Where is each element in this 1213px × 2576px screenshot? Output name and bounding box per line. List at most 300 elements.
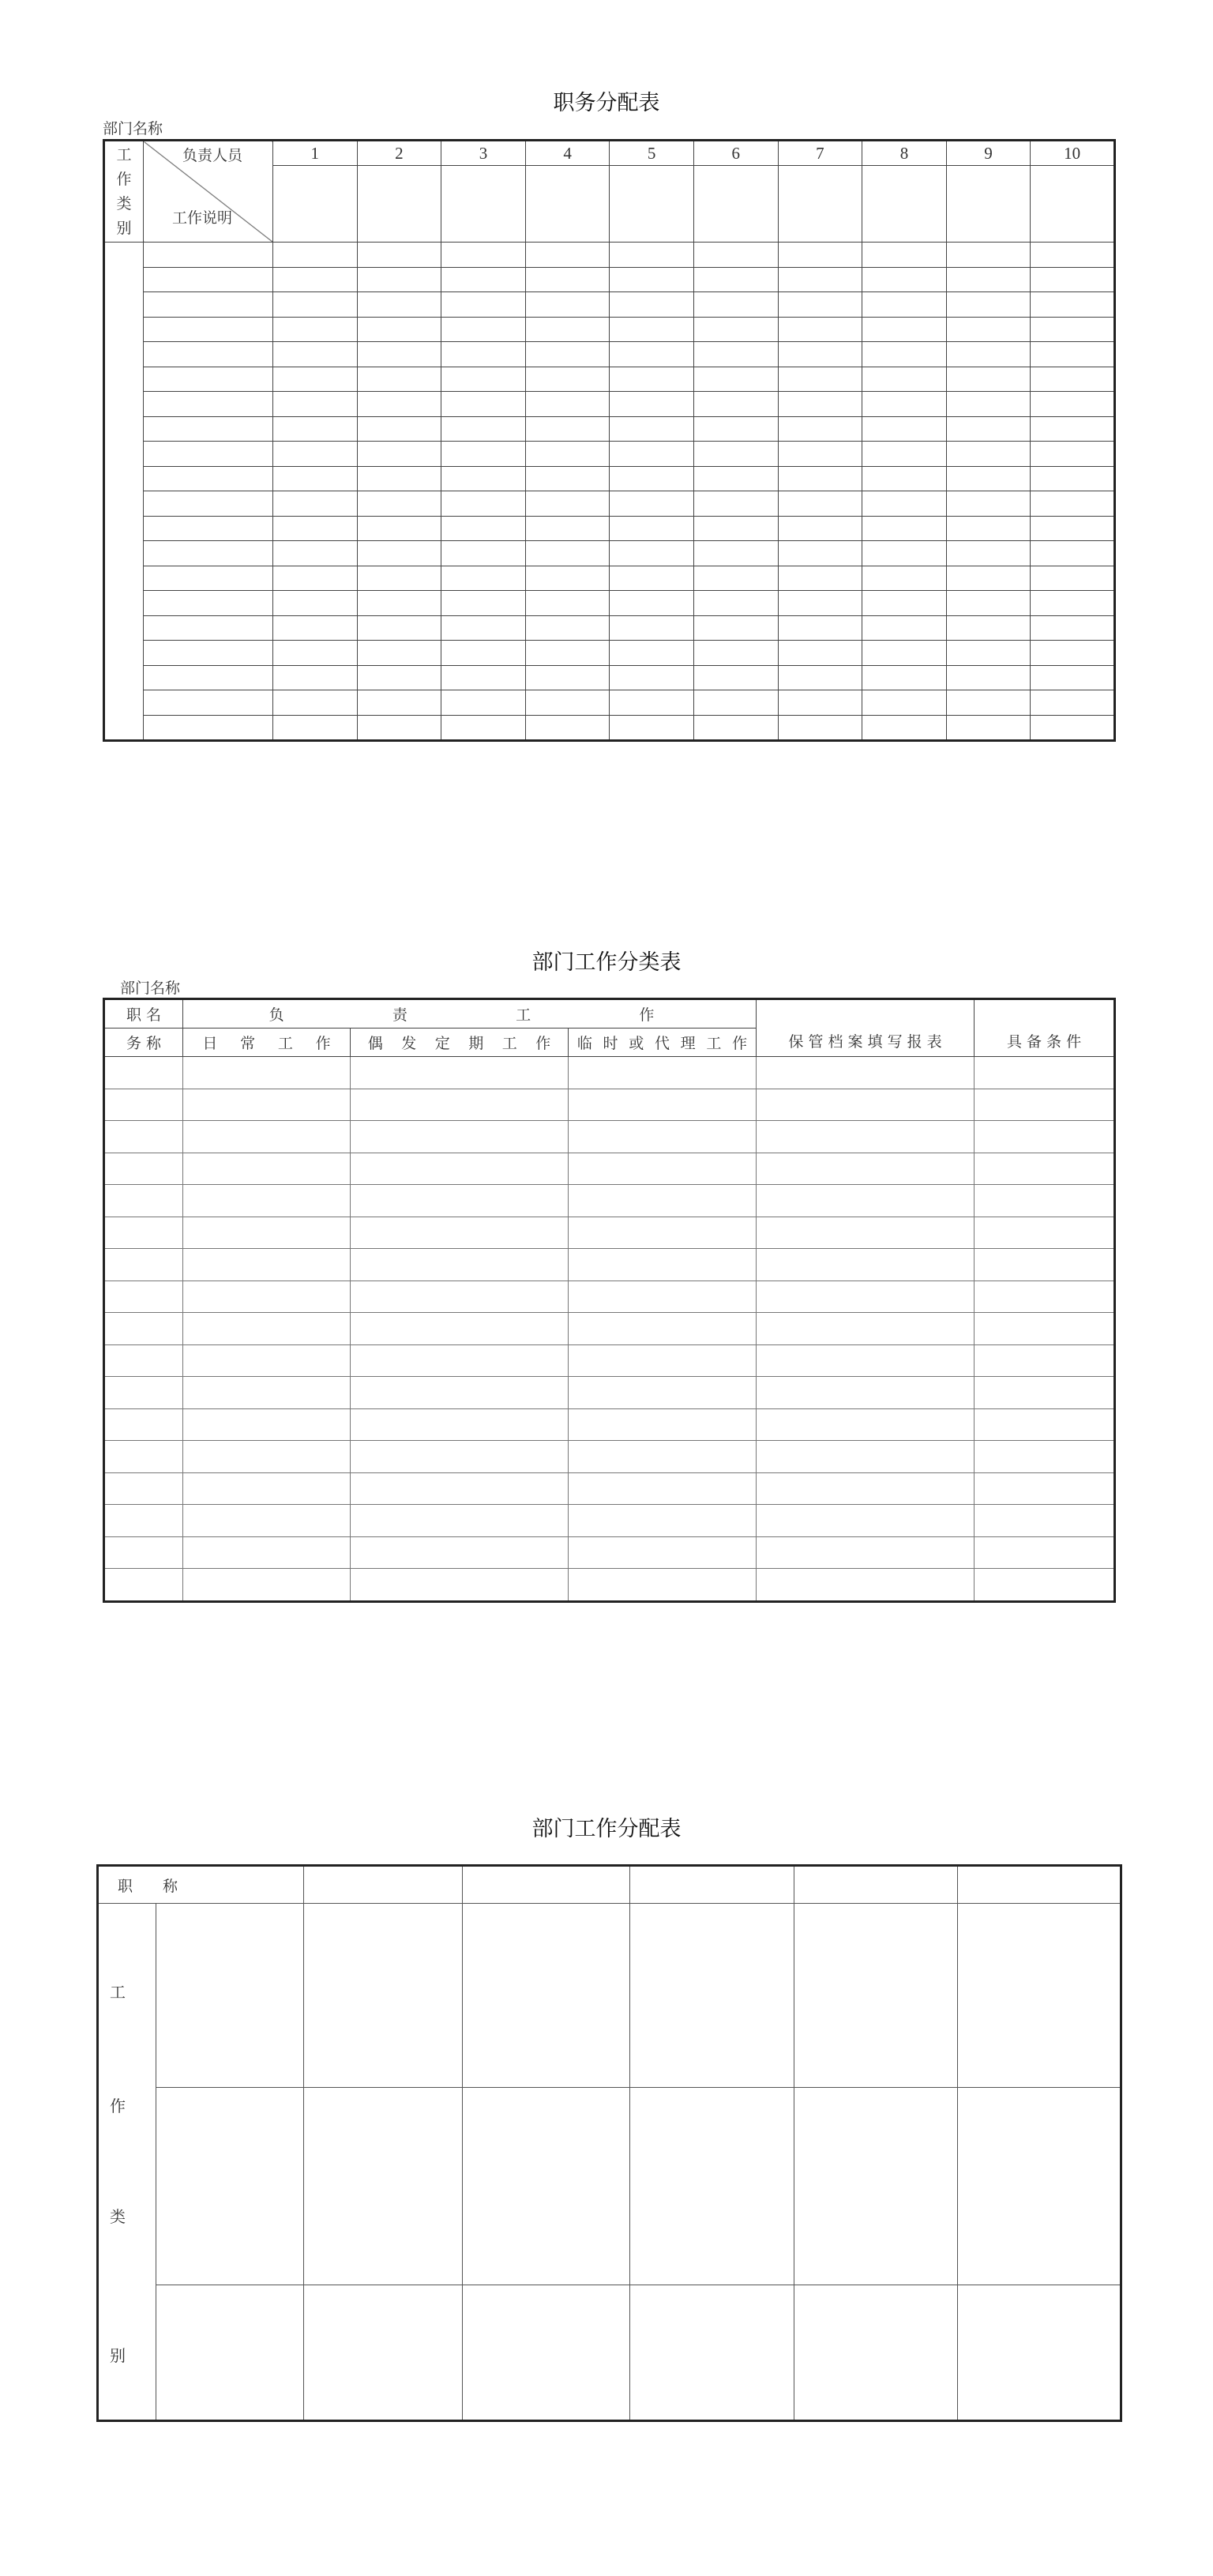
assignment-cell[interactable] xyxy=(1031,591,1115,616)
assignment-cell[interactable] xyxy=(357,715,441,741)
assignment-cell[interactable] xyxy=(441,591,526,616)
assignment-cell[interactable] xyxy=(273,715,358,741)
position-title-cell[interactable] xyxy=(794,1866,958,1904)
assignment-cell[interactable] xyxy=(441,615,526,641)
classification-cell[interactable] xyxy=(975,1408,1115,1441)
classification-cell[interactable] xyxy=(351,1344,569,1377)
assignment-cell[interactable] xyxy=(862,591,947,616)
position-title-cell[interactable] xyxy=(304,1866,463,1904)
assignment-cell[interactable] xyxy=(441,665,526,690)
assignment-cell[interactable] xyxy=(862,491,947,517)
classification-cell[interactable] xyxy=(104,1280,183,1313)
assignment-cell[interactable] xyxy=(463,2285,630,2421)
classification-cell[interactable] xyxy=(757,1249,975,1281)
assignment-cell[interactable] xyxy=(525,566,610,591)
assignment-cell[interactable] xyxy=(778,267,862,292)
assignment-cell[interactable] xyxy=(610,641,694,666)
classification-cell[interactable] xyxy=(183,1249,351,1281)
classification-cell[interactable] xyxy=(757,1408,975,1441)
assignment-cell[interactable] xyxy=(525,591,610,616)
work-description-cell[interactable] xyxy=(144,690,273,716)
work-description-cell[interactable] xyxy=(144,466,273,491)
assignment-cell[interactable] xyxy=(304,2285,463,2421)
classification-cell[interactable] xyxy=(975,1280,1115,1313)
assignment-cell[interactable] xyxy=(1031,541,1115,566)
classification-cell[interactable] xyxy=(104,1217,183,1249)
assignment-cell[interactable] xyxy=(693,690,778,716)
assignment-cell[interactable] xyxy=(610,342,694,367)
assignment-cell[interactable] xyxy=(946,342,1031,367)
work-category-column[interactable] xyxy=(104,243,144,741)
assignment-cell[interactable] xyxy=(778,416,862,442)
assignment-cell[interactable] xyxy=(610,591,694,616)
classification-cell[interactable] xyxy=(104,1249,183,1281)
person-name-cell[interactable] xyxy=(1031,166,1115,243)
assignment-cell[interactable] xyxy=(525,243,610,268)
assignment-cell[interactable] xyxy=(862,267,947,292)
classification-cell[interactable] xyxy=(975,1344,1115,1377)
assignment-cell[interactable] xyxy=(610,317,694,342)
assignment-cell[interactable] xyxy=(1031,416,1115,442)
assignment-cell[interactable] xyxy=(693,416,778,442)
assignment-cell[interactable] xyxy=(273,665,358,690)
classification-cell[interactable] xyxy=(975,1472,1115,1505)
assignment-cell[interactable] xyxy=(525,466,610,491)
assignment-cell[interactable] xyxy=(862,243,947,268)
assignment-cell[interactable] xyxy=(794,2285,958,2421)
assignment-cell[interactable] xyxy=(525,292,610,318)
classification-cell[interactable] xyxy=(757,1472,975,1505)
assignment-cell[interactable] xyxy=(357,591,441,616)
assignment-cell[interactable] xyxy=(1031,491,1115,517)
assignment-cell[interactable] xyxy=(778,491,862,517)
assignment-cell[interactable] xyxy=(357,641,441,666)
classification-cell[interactable] xyxy=(975,1121,1115,1153)
classification-cell[interactable] xyxy=(183,1217,351,1249)
work-description-cell[interactable] xyxy=(144,292,273,318)
assignment-cell[interactable] xyxy=(525,541,610,566)
classification-cell[interactable] xyxy=(351,1089,569,1121)
assignment-cell[interactable] xyxy=(610,541,694,566)
assignment-cell[interactable] xyxy=(441,690,526,716)
assignment-cell[interactable] xyxy=(610,416,694,442)
assignment-cell[interactable] xyxy=(610,392,694,417)
classification-cell[interactable] xyxy=(104,1408,183,1441)
assignment-cell[interactable] xyxy=(357,342,441,367)
assignment-cell[interactable] xyxy=(273,541,358,566)
classification-cell[interactable] xyxy=(757,1344,975,1377)
assignment-cell[interactable] xyxy=(357,466,441,491)
assignment-cell[interactable] xyxy=(357,243,441,268)
assignment-cell[interactable] xyxy=(693,665,778,690)
assignment-cell[interactable] xyxy=(610,367,694,392)
work-category-cell[interactable] xyxy=(156,2088,304,2285)
classification-cell[interactable] xyxy=(183,1569,351,1602)
classification-cell[interactable] xyxy=(351,1441,569,1473)
classification-cell[interactable] xyxy=(975,1089,1115,1121)
assignment-cell[interactable] xyxy=(778,541,862,566)
classification-cell[interactable] xyxy=(975,1217,1115,1249)
assignment-cell[interactable] xyxy=(441,416,526,442)
assignment-cell[interactable] xyxy=(273,641,358,666)
assignment-cell[interactable] xyxy=(273,367,358,392)
assignment-cell[interactable] xyxy=(441,267,526,292)
classification-cell[interactable] xyxy=(975,1057,1115,1089)
classification-cell[interactable] xyxy=(975,1441,1115,1473)
classification-cell[interactable] xyxy=(569,1089,757,1121)
assignment-cell[interactable] xyxy=(357,566,441,591)
assignment-cell[interactable] xyxy=(778,665,862,690)
classification-cell[interactable] xyxy=(351,1505,569,1537)
assignment-cell[interactable] xyxy=(610,466,694,491)
assignment-cell[interactable] xyxy=(958,2285,1121,2421)
assignment-cell[interactable] xyxy=(357,317,441,342)
assignment-cell[interactable] xyxy=(778,317,862,342)
work-description-cell[interactable] xyxy=(144,566,273,591)
assignment-cell[interactable] xyxy=(304,1904,463,2088)
classification-cell[interactable] xyxy=(104,1185,183,1217)
classification-cell[interactable] xyxy=(104,1057,183,1089)
assignment-cell[interactable] xyxy=(273,566,358,591)
assignment-cell[interactable] xyxy=(693,267,778,292)
classification-cell[interactable] xyxy=(757,1121,975,1153)
classification-cell[interactable] xyxy=(351,1217,569,1249)
assignment-cell[interactable] xyxy=(441,292,526,318)
assignment-cell[interactable] xyxy=(357,491,441,517)
assignment-cell[interactable] xyxy=(463,2088,630,2285)
classification-cell[interactable] xyxy=(104,1153,183,1185)
assignment-cell[interactable] xyxy=(946,292,1031,318)
classification-cell[interactable] xyxy=(757,1280,975,1313)
assignment-cell[interactable] xyxy=(273,466,358,491)
assignment-cell[interactable] xyxy=(357,690,441,716)
assignment-cell[interactable] xyxy=(1031,317,1115,342)
assignment-cell[interactable] xyxy=(862,541,947,566)
assignment-cell[interactable] xyxy=(441,491,526,517)
work-description-cell[interactable] xyxy=(144,367,273,392)
classification-cell[interactable] xyxy=(569,1441,757,1473)
assignment-cell[interactable] xyxy=(525,392,610,417)
classification-cell[interactable] xyxy=(569,1280,757,1313)
assignment-cell[interactable] xyxy=(693,392,778,417)
classification-cell[interactable] xyxy=(569,1121,757,1153)
assignment-cell[interactable] xyxy=(946,541,1031,566)
classification-cell[interactable] xyxy=(104,1121,183,1153)
assignment-cell[interactable] xyxy=(273,516,358,541)
assignment-cell[interactable] xyxy=(525,267,610,292)
assignment-cell[interactable] xyxy=(610,665,694,690)
assignment-cell[interactable] xyxy=(357,367,441,392)
classification-cell[interactable] xyxy=(757,1185,975,1217)
assignment-cell[interactable] xyxy=(441,715,526,741)
assignment-cell[interactable] xyxy=(693,516,778,541)
work-description-cell[interactable] xyxy=(144,392,273,417)
work-description-cell[interactable] xyxy=(144,541,273,566)
classification-cell[interactable] xyxy=(183,1153,351,1185)
assignment-cell[interactable] xyxy=(357,516,441,541)
person-name-cell[interactable] xyxy=(946,166,1031,243)
assignment-cell[interactable] xyxy=(273,591,358,616)
assignment-cell[interactable] xyxy=(1031,516,1115,541)
assignment-cell[interactable] xyxy=(357,392,441,417)
classification-cell[interactable] xyxy=(183,1505,351,1537)
work-description-cell[interactable] xyxy=(144,641,273,666)
classification-cell[interactable] xyxy=(975,1249,1115,1281)
assignment-cell[interactable] xyxy=(693,541,778,566)
assignment-cell[interactable] xyxy=(1031,690,1115,716)
assignment-cell[interactable] xyxy=(441,442,526,467)
assignment-cell[interactable] xyxy=(1031,342,1115,367)
assignment-cell[interactable] xyxy=(778,367,862,392)
work-description-cell[interactable] xyxy=(144,665,273,690)
assignment-cell[interactable] xyxy=(610,516,694,541)
assignment-cell[interactable] xyxy=(958,2088,1121,2285)
classification-cell[interactable] xyxy=(183,1089,351,1121)
person-name-cell[interactable] xyxy=(273,166,358,243)
assignment-cell[interactable] xyxy=(610,292,694,318)
assignment-cell[interactable] xyxy=(610,243,694,268)
assignment-cell[interactable] xyxy=(273,416,358,442)
classification-cell[interactable] xyxy=(757,1057,975,1089)
assignment-cell[interactable] xyxy=(778,392,862,417)
classification-cell[interactable] xyxy=(183,1280,351,1313)
assignment-cell[interactable] xyxy=(778,566,862,591)
assignment-cell[interactable] xyxy=(441,541,526,566)
assignment-cell[interactable] xyxy=(946,466,1031,491)
assignment-cell[interactable] xyxy=(693,615,778,641)
person-name-cell[interactable] xyxy=(441,166,526,243)
assignment-cell[interactable] xyxy=(946,641,1031,666)
classification-cell[interactable] xyxy=(183,1313,351,1345)
assignment-cell[interactable] xyxy=(273,292,358,318)
assignment-cell[interactable] xyxy=(525,442,610,467)
classification-cell[interactable] xyxy=(351,1313,569,1345)
assignment-cell[interactable] xyxy=(273,392,358,417)
classification-cell[interactable] xyxy=(183,1121,351,1153)
assignment-cell[interactable] xyxy=(946,566,1031,591)
assignment-cell[interactable] xyxy=(1031,442,1115,467)
assignment-cell[interactable] xyxy=(946,243,1031,268)
assignment-cell[interactable] xyxy=(273,491,358,517)
classification-cell[interactable] xyxy=(104,1472,183,1505)
assignment-cell[interactable] xyxy=(862,392,947,417)
assignment-cell[interactable] xyxy=(946,317,1031,342)
assignment-cell[interactable] xyxy=(1031,267,1115,292)
classification-cell[interactable] xyxy=(183,1185,351,1217)
assignment-cell[interactable] xyxy=(610,491,694,517)
position-title-cell[interactable] xyxy=(630,1866,794,1904)
assignment-cell[interactable] xyxy=(862,715,947,741)
assignment-cell[interactable] xyxy=(778,615,862,641)
assignment-cell[interactable] xyxy=(525,416,610,442)
classification-cell[interactable] xyxy=(975,1569,1115,1602)
assignment-cell[interactable] xyxy=(463,1904,630,2088)
assignment-cell[interactable] xyxy=(862,416,947,442)
classification-cell[interactable] xyxy=(104,1313,183,1345)
assignment-cell[interactable] xyxy=(273,342,358,367)
classification-cell[interactable] xyxy=(351,1377,569,1409)
assignment-cell[interactable] xyxy=(1031,715,1115,741)
assignment-cell[interactable] xyxy=(1031,243,1115,268)
classification-cell[interactable] xyxy=(569,1472,757,1505)
classification-cell[interactable] xyxy=(183,1057,351,1089)
assignment-cell[interactable] xyxy=(794,2088,958,2285)
assignment-cell[interactable] xyxy=(273,267,358,292)
classification-cell[interactable] xyxy=(757,1217,975,1249)
assignment-cell[interactable] xyxy=(778,292,862,318)
assignment-cell[interactable] xyxy=(778,442,862,467)
classification-cell[interactable] xyxy=(569,1408,757,1441)
assignment-cell[interactable] xyxy=(862,292,947,318)
assignment-cell[interactable] xyxy=(357,665,441,690)
classification-cell[interactable] xyxy=(351,1408,569,1441)
classification-cell[interactable] xyxy=(569,1569,757,1602)
assignment-cell[interactable] xyxy=(693,591,778,616)
assignment-cell[interactable] xyxy=(946,392,1031,417)
assignment-cell[interactable] xyxy=(862,442,947,467)
work-description-cell[interactable] xyxy=(144,243,273,268)
assignment-cell[interactable] xyxy=(693,292,778,318)
assignment-cell[interactable] xyxy=(630,2285,794,2421)
classification-cell[interactable] xyxy=(757,1441,975,1473)
assignment-cell[interactable] xyxy=(357,267,441,292)
work-description-cell[interactable] xyxy=(144,491,273,517)
classification-cell[interactable] xyxy=(975,1185,1115,1217)
classification-cell[interactable] xyxy=(104,1505,183,1537)
assignment-cell[interactable] xyxy=(946,591,1031,616)
classification-cell[interactable] xyxy=(569,1505,757,1537)
assignment-cell[interactable] xyxy=(693,243,778,268)
classification-cell[interactable] xyxy=(757,1089,975,1121)
assignment-cell[interactable] xyxy=(862,665,947,690)
classification-cell[interactable] xyxy=(757,1536,975,1569)
assignment-cell[interactable] xyxy=(357,442,441,467)
classification-cell[interactable] xyxy=(569,1217,757,1249)
classification-cell[interactable] xyxy=(104,1377,183,1409)
assignment-cell[interactable] xyxy=(862,342,947,367)
work-description-cell[interactable] xyxy=(144,267,273,292)
classification-cell[interactable] xyxy=(183,1377,351,1409)
assignment-cell[interactable] xyxy=(630,1904,794,2088)
assignment-cell[interactable] xyxy=(693,367,778,392)
assignment-cell[interactable] xyxy=(273,690,358,716)
assignment-cell[interactable] xyxy=(525,715,610,741)
classification-cell[interactable] xyxy=(975,1313,1115,1345)
assignment-cell[interactable] xyxy=(862,516,947,541)
classification-cell[interactable] xyxy=(569,1536,757,1569)
assignment-cell[interactable] xyxy=(525,690,610,716)
assignment-cell[interactable] xyxy=(946,367,1031,392)
assignment-cell[interactable] xyxy=(441,566,526,591)
assignment-cell[interactable] xyxy=(946,267,1031,292)
classification-cell[interactable] xyxy=(351,1280,569,1313)
classification-cell[interactable] xyxy=(975,1505,1115,1537)
person-name-cell[interactable] xyxy=(862,166,947,243)
work-description-cell[interactable] xyxy=(144,442,273,467)
person-name-cell[interactable] xyxy=(357,166,441,243)
assignment-cell[interactable] xyxy=(1031,615,1115,641)
assignment-cell[interactable] xyxy=(693,641,778,666)
assignment-cell[interactable] xyxy=(862,367,947,392)
assignment-cell[interactable] xyxy=(610,566,694,591)
assignment-cell[interactable] xyxy=(441,317,526,342)
assignment-cell[interactable] xyxy=(946,690,1031,716)
classification-cell[interactable] xyxy=(183,1472,351,1505)
assignment-cell[interactable] xyxy=(525,491,610,517)
assignment-cell[interactable] xyxy=(525,665,610,690)
classification-cell[interactable] xyxy=(104,1569,183,1602)
assignment-cell[interactable] xyxy=(778,243,862,268)
assignment-cell[interactable] xyxy=(357,292,441,318)
classification-cell[interactable] xyxy=(351,1569,569,1602)
classification-cell[interactable] xyxy=(569,1153,757,1185)
assignment-cell[interactable] xyxy=(610,442,694,467)
person-name-cell[interactable] xyxy=(610,166,694,243)
assignment-cell[interactable] xyxy=(357,615,441,641)
work-description-cell[interactable] xyxy=(144,416,273,442)
assignment-cell[interactable] xyxy=(693,317,778,342)
assignment-cell[interactable] xyxy=(778,641,862,666)
assignment-cell[interactable] xyxy=(610,715,694,741)
classification-cell[interactable] xyxy=(183,1408,351,1441)
assignment-cell[interactable] xyxy=(441,392,526,417)
assignment-cell[interactable] xyxy=(778,591,862,616)
assignment-cell[interactable] xyxy=(357,416,441,442)
assignment-cell[interactable] xyxy=(862,466,947,491)
assignment-cell[interactable] xyxy=(946,442,1031,467)
assignment-cell[interactable] xyxy=(862,690,947,716)
classification-cell[interactable] xyxy=(975,1377,1115,1409)
assignment-cell[interactable] xyxy=(946,615,1031,641)
classification-cell[interactable] xyxy=(351,1472,569,1505)
classification-cell[interactable] xyxy=(569,1344,757,1377)
assignment-cell[interactable] xyxy=(1031,292,1115,318)
classification-cell[interactable] xyxy=(569,1185,757,1217)
classification-cell[interactable] xyxy=(975,1536,1115,1569)
assignment-cell[interactable] xyxy=(778,466,862,491)
assignment-cell[interactable] xyxy=(778,516,862,541)
assignment-cell[interactable] xyxy=(1031,566,1115,591)
assignment-cell[interactable] xyxy=(441,641,526,666)
assignment-cell[interactable] xyxy=(357,541,441,566)
classification-cell[interactable] xyxy=(757,1569,975,1602)
classification-cell[interactable] xyxy=(975,1153,1115,1185)
classification-cell[interactable] xyxy=(351,1121,569,1153)
assignment-cell[interactable] xyxy=(794,1904,958,2088)
classification-cell[interactable] xyxy=(351,1185,569,1217)
person-name-cell[interactable] xyxy=(778,166,862,243)
assignment-cell[interactable] xyxy=(441,466,526,491)
assignment-cell[interactable] xyxy=(1031,367,1115,392)
classification-cell[interactable] xyxy=(104,1344,183,1377)
assignment-cell[interactable] xyxy=(610,267,694,292)
work-category-cell[interactable] xyxy=(156,1904,304,2088)
assignment-cell[interactable] xyxy=(778,342,862,367)
assignment-cell[interactable] xyxy=(1031,466,1115,491)
assignment-cell[interactable] xyxy=(693,442,778,467)
assignment-cell[interactable] xyxy=(1031,641,1115,666)
assignment-cell[interactable] xyxy=(610,615,694,641)
assignment-cell[interactable] xyxy=(525,516,610,541)
assignment-cell[interactable] xyxy=(693,566,778,591)
classification-cell[interactable] xyxy=(757,1377,975,1409)
work-description-cell[interactable] xyxy=(144,342,273,367)
classification-cell[interactable] xyxy=(104,1536,183,1569)
assignment-cell[interactable] xyxy=(525,317,610,342)
classification-cell[interactable] xyxy=(104,1089,183,1121)
assignment-cell[interactable] xyxy=(693,715,778,741)
assignment-cell[interactable] xyxy=(693,342,778,367)
